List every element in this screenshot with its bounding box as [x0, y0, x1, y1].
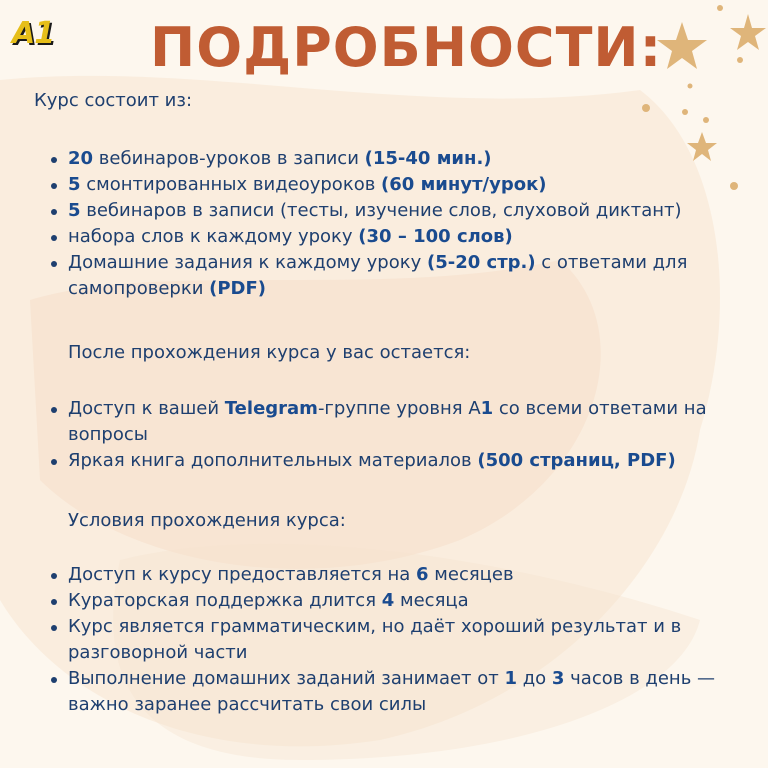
- list-item-text: 1: [504, 668, 518, 689]
- list-item-text: Выполнение домашних заданий занимает от: [68, 668, 505, 689]
- list-item-text: месяцев: [428, 564, 514, 585]
- list-item-text: 5: [68, 174, 81, 195]
- after-course-heading: После прохождения курса у вас остается:: [68, 342, 471, 363]
- list-item-text: Кураторская поддержка длится: [68, 590, 382, 611]
- page-title: ПОДРОБНОСТИ:: [150, 16, 663, 79]
- list-item-text: часов в день — важно заранее рассчитать свои силы: [68, 668, 716, 715]
- list-item-text: (60 минут/урок): [381, 174, 547, 195]
- list-item-text: Доступ к вашей: [68, 398, 225, 419]
- after-course-list: [0, 396, 740, 474]
- list-item: [0, 666, 740, 718]
- list-item-text: Домашние задания к каждому уроку: [68, 252, 427, 273]
- list-item: [0, 396, 740, 448]
- star-icon: [657, 22, 707, 69]
- list-item-text: вебинаров в записи (тесты, изучение слов, слуховой диктант): [80, 200, 682, 221]
- list-item: [0, 198, 740, 224]
- list-item-text: (15-40 мин.): [364, 148, 492, 169]
- course-contents-list: [0, 146, 740, 302]
- level-logo: A1: [12, 16, 55, 51]
- list-item: [0, 224, 740, 250]
- course-conditions-heading: Условия прохождения курса:: [68, 510, 346, 531]
- list-item-text: (30 – 100 слов): [358, 226, 513, 247]
- list-item: [0, 250, 740, 302]
- list-item-text: Telegram: [224, 398, 318, 419]
- list-item-text: с ответами для самопроверки: [68, 252, 688, 299]
- list-item-text: 3: [551, 668, 565, 689]
- list-item: [0, 562, 740, 588]
- list-item-text: 4: [381, 590, 395, 611]
- list-item-text: Доступ к курсу предоставляется на: [68, 564, 417, 585]
- list-item-text: смонтированных видеоуроков: [80, 174, 382, 195]
- list-item-text: со всеми ответами на вопросы: [68, 398, 707, 445]
- course-conditions-list: [0, 562, 740, 718]
- list-item-text: (PDF): [209, 278, 267, 299]
- intro-heading: Курс состоит из:: [34, 90, 193, 111]
- list-item-text: 5: [68, 200, 81, 221]
- list-item-text: (5-20 стр.): [426, 252, 536, 273]
- list-item-text: 20: [68, 148, 94, 169]
- list-item-text: Курс является грамматическим, но даёт хороший результат и в разговорной части: [68, 616, 682, 663]
- star-icon: [730, 14, 766, 50]
- list-item-text: 1: [480, 398, 494, 419]
- list-item-text: набора слов к каждому уроку: [68, 226, 359, 247]
- list-item-text: 6: [416, 564, 429, 585]
- list-item: [0, 614, 740, 666]
- list-item-text: до: [517, 668, 552, 689]
- list-item: [0, 588, 740, 614]
- list-item: [0, 448, 740, 474]
- list-item-text: -группе уровня А: [317, 398, 481, 419]
- list-item-text: вебинаров-уроков в записи: [93, 148, 365, 169]
- list-item-text: (500 страниц, PDF): [477, 450, 676, 471]
- list-item: [0, 172, 740, 198]
- list-item-text: месяца: [394, 590, 469, 611]
- list-item-text: Яркая книга дополнительных материалов: [68, 450, 478, 471]
- list-item: [0, 146, 740, 172]
